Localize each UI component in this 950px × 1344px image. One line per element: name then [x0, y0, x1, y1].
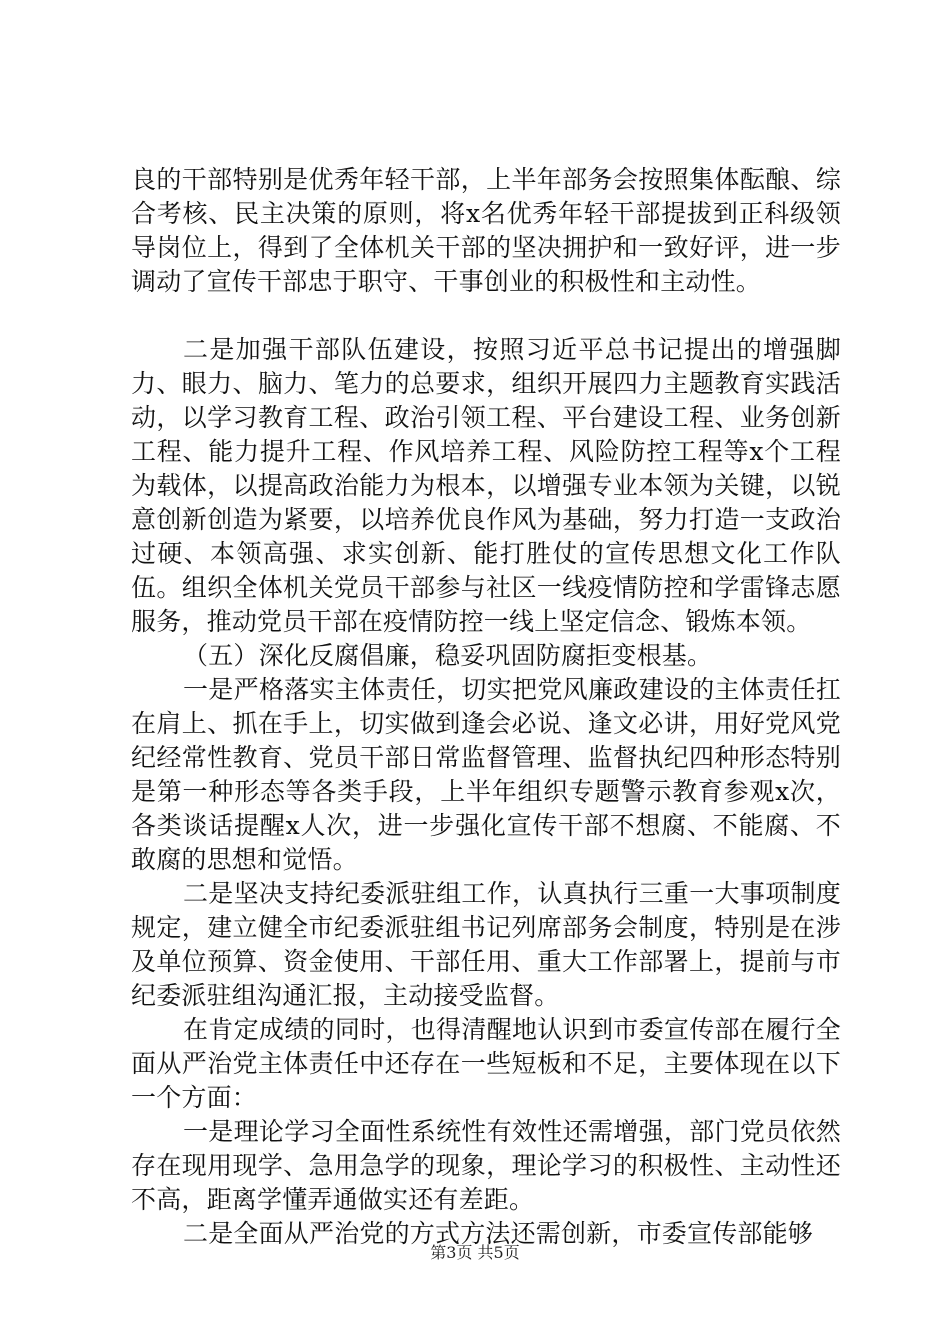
document-body [131, 163, 841, 1251]
paragraph-shortcomings-intro: 在肯定成绩的同时，也得清醒地认识到市委宣传部在履行全面从严治党主体责任中还存在一些短板和不足，主要体现在以下一个方面： [131, 1015, 841, 1112]
page-indicator: 第3页 共5页 [430, 1243, 520, 1262]
paragraph-theory-study-shortcoming: 一是理论学习全面性系统性有效性还需增强，部门党员依然存在现用现学、急用急学的现象，理论学习的积极性、主动性还不高，距离学懂弄通做实还有差距。 [131, 1117, 841, 1214]
paragraph-discipline-inspection-support: 二是坚决支持纪委派驻组工作，认真执行三重一大事项制度规定，建立健全市纪委派驻组书记列席部务会制度，特别是在涉及单位预算、资金使用、干部任用、重大工作部署上，提前与市纪委派驻组沟通汇报，主动接受监督。 [131, 879, 841, 1010]
section-heading-anti-corruption: （五）深化反腐倡廉，稳妥巩固防腐拒变根基。 [183, 641, 713, 670]
paragraph-continued-cadre-promotion: 良的干部特别是优秀年轻干部，上半年部务会按照集体酝酿、综合考核、民主决策的原则，将x名优秀年轻干部提拔到正科级领导岗位上，得到了全体机关干部的坚决拥护和一致好评，进一步调动了宣传干部忠于职守、干事创业的积极性和主动性。 [131, 165, 841, 296]
paragraph-cadre-team-building: 二是加强干部队伍建设，按照习近平总书记提出的增强脚力、眼力、脑力、笔力的总要求，组织开展四力主题教育实践活动，以学习教育工程、政治引领工程、平台建设工程、业务创新工程、能力提升工程、作风培养工程、风险防控工程等x个工程为载体，以提高政治能力为根本，以增强专业本领为关键，以锐意创新创造为紧要，以培养优良作风为基础，努力打造一支政治过硬、本领高强、求实创新、能打胜仗的宣传思想文化工作队伍。组织全体机关党员干部参与社区一线疫情防控和学雷锋志愿服务，推动党员干部在疫情防控一线上坚定信念、锻炼本领。 [131, 335, 841, 636]
paragraph-methods-shortcoming: 二是全面从严治党的方式方法还需创新，市委宣传部能够 [183, 1219, 814, 1248]
page-footer [0, 1243, 950, 1263]
paragraph-main-responsibility: 一是严格落实主体责任，切实把党风廉政建设的主体责任扛在肩上、抓在手上，切实做到逢会必说、逢文必讲，用好党风党纪经常性教育、党员干部日常监督管理、监督执纪四种形态特别是第一种形态等各类手段，上半年组织专题警示教育参观x次，各类谈话提醒x人次，进一步强化宣传干部不想腐、不能腐、不敢腐的思想和觉悟。 [131, 675, 841, 874]
